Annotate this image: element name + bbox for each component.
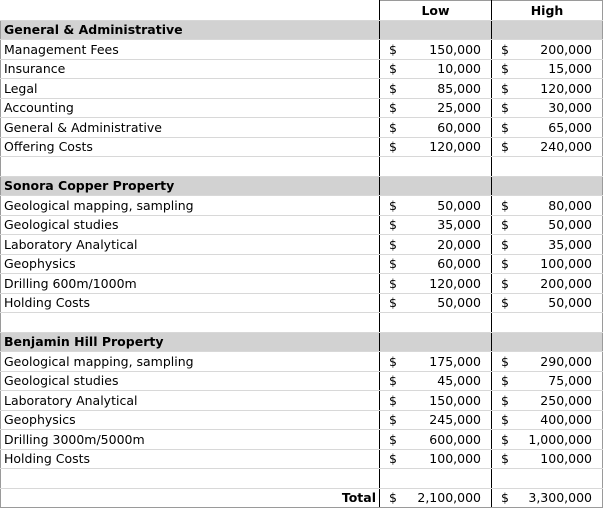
row-low-value: 150,000 [429,41,481,57]
section-high-cell [492,176,603,196]
row-label: Geological studies [1,215,380,235]
row-high-currency: $ [501,61,509,77]
row-label: Holding Costs [1,293,380,313]
row-label: Geophysics [1,254,380,274]
row-low-cell [380,137,492,157]
row-high-cell [492,430,603,450]
row-high-currency: $ [501,295,509,311]
section-high-cell [492,20,603,40]
section-header-row [1,20,603,40]
table-row [1,254,603,274]
row-high-value: 50,000 [548,295,592,311]
row-low-currency: $ [389,353,397,369]
row-high-value: 50,000 [548,217,592,233]
row-low-cell [380,449,492,469]
row-high-cell [492,391,603,411]
row-high-value: 250,000 [540,392,592,408]
table-row [1,371,603,391]
total-row [1,488,603,508]
row-high-cell [492,137,603,157]
row-low-value: 85,000 [437,80,481,96]
row-low-currency: $ [389,451,397,467]
section-title: Benjamin Hill Property [1,332,380,352]
table-row [1,98,603,118]
row-high-value: 1,000,000 [528,431,592,447]
total-label: Total [1,488,380,508]
row-high-currency: $ [501,197,509,213]
row-high-currency: $ [501,236,509,252]
row-low-cell [380,59,492,79]
row-label: Drilling 600m/1000m [1,274,380,294]
table-row [1,118,603,138]
row-label: Legal [1,79,380,99]
row-high-cell [492,196,603,216]
row-high-cell [492,274,603,294]
table-row [1,79,603,99]
row-low-value: 100,000 [429,451,481,467]
row-low-value: 120,000 [429,275,481,291]
row-label: Insurance [1,59,380,79]
spacer-high-cell [492,469,603,489]
row-low-cell [380,254,492,274]
row-label: Geological studies [1,371,380,391]
section-low-cell [380,20,492,40]
total-high-cell [492,488,603,508]
row-high-currency: $ [501,80,509,96]
row-low-currency: $ [389,197,397,213]
row-high-currency: $ [501,100,509,116]
row-low-cell [380,215,492,235]
total-low-currency: $ [389,490,397,506]
row-low-cell [380,274,492,294]
row-label: Laboratory Analytical [1,235,380,255]
row-label: Offering Costs [1,137,380,157]
row-low-cell [380,40,492,60]
row-low-currency: $ [389,139,397,155]
table-row [1,410,603,430]
row-high-currency: $ [501,373,509,389]
row-low-currency: $ [389,100,397,116]
total-low-value: 2,100,000 [417,490,481,506]
row-low-value: 20,000 [437,236,481,252]
row-low-cell [380,391,492,411]
row-low-currency: $ [389,412,397,428]
row-low-value: 45,000 [437,373,481,389]
section-high-cell [492,332,603,352]
row-low-cell [380,235,492,255]
row-high-currency: $ [501,41,509,57]
spacer-label-cell [1,157,380,177]
row-high-value: 100,000 [540,256,592,272]
row-high-cell [492,449,603,469]
row-low-value: 175,000 [429,353,481,369]
row-high-cell [492,352,603,372]
row-high-currency: $ [501,256,509,272]
row-label: Geological mapping, sampling [1,196,380,216]
row-high-value: 80,000 [548,197,592,213]
row-high-cell [492,254,603,274]
row-high-value: 15,000 [548,61,592,77]
row-low-currency: $ [389,80,397,96]
row-low-cell [380,293,492,313]
row-high-currency: $ [501,275,509,291]
spacer-row [1,469,603,489]
section-low-cell [380,176,492,196]
row-label: Laboratory Analytical [1,391,380,411]
row-low-cell [380,371,492,391]
row-high-currency: $ [501,412,509,428]
spacer-low-cell [380,157,492,177]
row-low-value: 245,000 [429,412,481,428]
row-label: Geological mapping, sampling [1,352,380,372]
section-title: Sonora Copper Property [1,176,380,196]
total-high-value: 3,300,000 [528,490,592,506]
row-low-cell [380,352,492,372]
row-low-cell [380,79,492,99]
row-high-value: 290,000 [540,353,592,369]
spacer-low-cell [380,313,492,333]
row-label: Geophysics [1,410,380,430]
row-low-cell [380,196,492,216]
row-high-currency: $ [501,353,509,369]
table-row [1,274,603,294]
header-high: High [492,1,603,21]
row-high-cell [492,98,603,118]
table-row [1,293,603,313]
row-label: General & Administrative [1,118,380,138]
row-high-value: 65,000 [548,119,592,135]
row-low-value: 50,000 [437,197,481,213]
row-label: Holding Costs [1,449,380,469]
row-low-value: 60,000 [437,256,481,272]
row-high-value: 75,000 [548,373,592,389]
row-high-value: 200,000 [540,41,592,57]
row-high-cell [492,79,603,99]
table-row [1,215,603,235]
row-high-cell [492,235,603,255]
table-row [1,59,603,79]
row-low-value: 35,000 [437,217,481,233]
row-high-currency: $ [501,217,509,233]
header-blank-cell [1,1,380,21]
section-title: General & Administrative [1,20,380,40]
row-low-currency: $ [389,295,397,311]
row-low-cell [380,430,492,450]
table-row [1,137,603,157]
row-high-cell [492,293,603,313]
row-high-currency: $ [501,431,509,447]
row-low-currency: $ [389,41,397,57]
row-low-value: 150,000 [429,392,481,408]
row-high-cell [492,410,603,430]
row-high-currency: $ [501,119,509,135]
section-header-row [1,332,603,352]
row-high-value: 200,000 [540,275,592,291]
header-row [1,1,603,21]
row-high-currency: $ [501,139,509,155]
table-row [1,391,603,411]
row-high-value: 100,000 [540,451,592,467]
total-low-cell [380,488,492,508]
spacer-row [1,157,603,177]
row-high-cell [492,371,603,391]
row-label: Drilling 3000m/5000m [1,430,380,450]
section-low-cell [380,332,492,352]
row-low-value: 60,000 [437,119,481,135]
row-low-currency: $ [389,236,397,252]
row-low-value: 50,000 [437,295,481,311]
row-low-value: 600,000 [429,431,481,447]
table-row [1,196,603,216]
row-low-value: 10,000 [437,61,481,77]
row-high-cell [492,118,603,138]
row-low-cell [380,118,492,138]
spacer-label-cell [1,469,380,489]
row-low-value: 120,000 [429,139,481,155]
table-row [1,430,603,450]
row-low-currency: $ [389,373,397,389]
row-high-value: 30,000 [548,100,592,116]
row-high-value: 400,000 [540,412,592,428]
row-high-cell [492,40,603,60]
spacer-high-cell [492,313,603,333]
spacer-high-cell [492,157,603,177]
row-label: Accounting [1,98,380,118]
row-high-value: 35,000 [548,236,592,252]
row-low-currency: $ [389,392,397,408]
row-label: Management Fees [1,40,380,60]
spacer-row [1,313,603,333]
table-row [1,235,603,255]
row-low-currency: $ [389,119,397,135]
table-row [1,352,603,372]
row-high-cell [492,59,603,79]
table-row [1,40,603,60]
section-header-row [1,176,603,196]
row-high-currency: $ [501,451,509,467]
row-low-currency: $ [389,431,397,447]
row-low-currency: $ [389,275,397,291]
row-low-value: 25,000 [437,100,481,116]
header-low: Low [380,1,492,21]
row-high-value: 120,000 [540,80,592,96]
row-low-currency: $ [389,217,397,233]
row-low-currency: $ [389,61,397,77]
row-high-value: 240,000 [540,139,592,155]
row-low-currency: $ [389,256,397,272]
row-low-cell [380,410,492,430]
spacer-label-cell [1,313,380,333]
total-high-currency: $ [501,490,509,506]
row-high-cell [492,215,603,235]
spacer-low-cell [380,469,492,489]
row-high-currency: $ [501,392,509,408]
table-row [1,449,603,469]
row-low-cell [380,98,492,118]
